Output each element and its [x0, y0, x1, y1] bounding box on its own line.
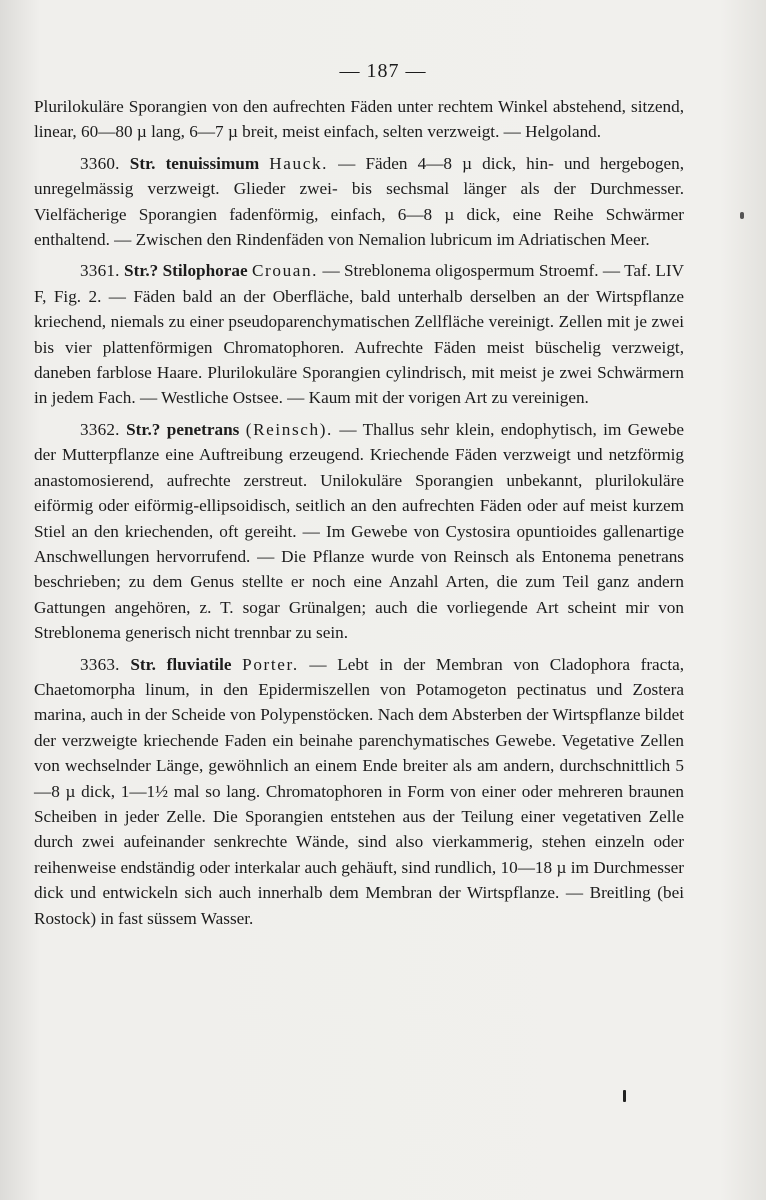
author-name: Porter. [242, 654, 299, 674]
genus-abbrev: Str.? [124, 261, 159, 281]
entry-number: 3363. [80, 654, 120, 674]
entry-number: 3362. [80, 419, 120, 439]
ink-speck [623, 1090, 626, 1102]
species-name: Stilophorae [162, 261, 248, 281]
entry-text: — Streblonema oligospermum Stroemf. — Taf. LIV F, Fig. 2. — Fäden bald an der Oberfläche, bald unterhalb derselben an der Wirtspflanze kriechend, niemals zu einer pseudoparenchymatischen Zellfläche vereinigt. Zellen mit je zwei bis vier plattenförmigen Chromatophoren. Aufrechte Fäden meist büschelig verzweigt, daneben farblose Haare. Plurilokuläre Sporangien cylindrisch, mit meist je zwei Schwärmern in jedem Fach. — Westliche Ostsee. — Kaum mit der vorigen Art zu vereinigen. [34, 261, 685, 408]
genus-abbrev: Str. [129, 153, 156, 173]
genus-abbrev: Str.? [126, 419, 161, 439]
entry-number: 3361. [80, 261, 120, 281]
author-name: Crouan. [251, 261, 319, 281]
page-number: — 187 — [339, 60, 427, 82]
page-body [34, 94, 684, 937]
author-name: Hauck. [269, 153, 329, 173]
species-entry-3360 [34, 151, 684, 253]
genus-abbrev: Str. [130, 654, 156, 674]
continued-paragraph: Plurilokuläre Sporangien von den aufrechten Fäden unter rechtem Winkel abstehend, sitzend, linear, 60—80 µ lang, 6—7 µ breit, meist einfach, selten verzweigt. — Helgoland. [34, 97, 684, 142]
species-name: fluviatile [166, 654, 232, 674]
species-name: tenuissimum [165, 153, 260, 173]
entry-text: — Fäden 4—8 µ dick, hin- und hergebogen, unregelmässig verzweigt. Glieder zwei- bis sechsmal länger als der Durchmesser. Vielfächerige Sporangien fadenförmig, einfach, 6—8 µ dick, eine Reihe Schwärmer enthaltend. — Zwischen den Rindenfäden von Nemalion lubricum im Adriatischen Meer. [34, 153, 685, 250]
species-entry-3361 [34, 258, 684, 410]
entry-number: 3360. [80, 153, 120, 173]
entry-text: — Thallus sehr klein, endophytisch, im Gewebe der Mutterpflanze eine Auftreibung erzeugend. Kriechende Fäden verzweigt und netzförmig anastomosierend, aufrechte zerstreut. Unilokuläre Sporangien unbekannt, plurilokuläre eiförmig oder eiförmig-ellipsoidisch, seitlich an den aufrechten Fäden oder auf meist kurzem Stiel an den kriechenden, oft gereiht. — Im Gewebe von Cystosira opuntioides gallenartige Anschwellungen hervorrufend. — Die Pflanze wurde von Reinsch als Entonema penetrans beschrieben; zu dem Genus stellte er noch eine Anzahl Arten, die zum Teil ganz andern Gattungen angehören, z. T. sogar Grünalgen; auch die vorliegende Art scheint mir von Streblonema generisch nicht trennbar zu sein. [34, 419, 685, 643]
species-entry-3362 [34, 417, 684, 646]
author-name: (Reinsch). [245, 419, 333, 439]
ink-speck [740, 212, 744, 219]
species-name: penetrans [166, 419, 240, 439]
species-entry-3363 [34, 652, 684, 931]
entry-text: — Lebt in der Membran von Cladophora fracta, Chaetomorpha linum, in den Epidermiszellen von Potamogeton pectinatus und Zostera marina, auch in der Scheide von Polypenstöcken. Nach dem Absterben der Wirtspflanze bildet der verzweigte kriechende Faden ein beinahe parenchymatisches Gewebe. Vegetative Zellen von wechselnder Länge, gewöhnlich an einem Ende breiter als am andern, durchschnittlich 5—8 µ dick, 1—1½ mal so lang. Chromatophoren in Form von einer oder mehreren braunen Scheiben in jeder Zelle. Die Sporangien entstehen aus der Teilung einer vegetativen Zelle durch zwei aufeinander senkrechte Wände, sind also vierkammerig, stehen einzeln oder reihenweise endständig oder interkalar auch gehäuft, sind rundlich, 10—18 µ im Durchmesser dick und entwickeln sich auch innerhalb dem Membran der Wirtspflanze. — Breitling (bei Rostock) in fast süssem Wasser. [34, 654, 685, 928]
